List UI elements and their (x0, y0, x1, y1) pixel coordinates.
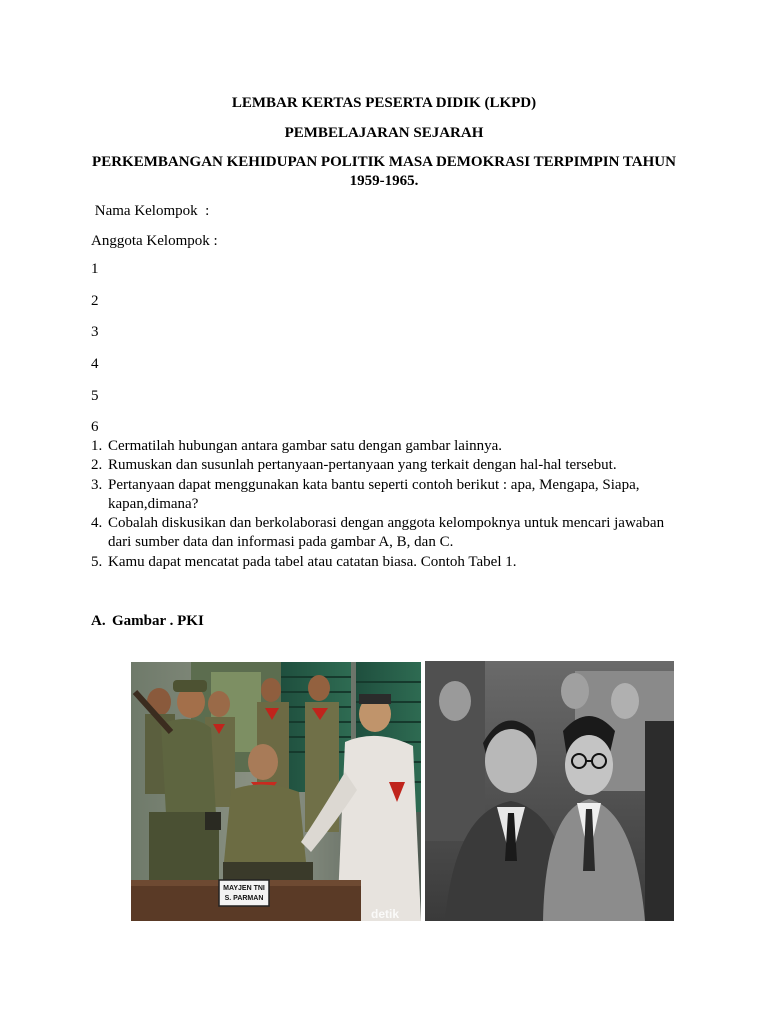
members-list (91, 258, 99, 448)
instruction-text: Rumuskan dan susunlah pertanyaan-pertanyaan yang terkait dengan hal-hal tersebut. (108, 457, 617, 474)
bw-meeting-illustration (425, 661, 674, 921)
group-name-label: Nama Kelompok : (91, 203, 210, 219)
diorama-illustration (131, 662, 421, 921)
instruction-text: Kamu dapat mencatat pada tabel atau catatan biasa. Contoh Tabel 1. (108, 553, 517, 570)
instruction-item (91, 456, 691, 475)
section-a-heading (91, 612, 204, 631)
instruction-text: Cermatilah hubungan antara gambar satu dengan gambar lainnya. (108, 438, 503, 454)
instruction-item (91, 437, 691, 456)
member-number: 3 (91, 324, 99, 341)
document-topic (0, 153, 768, 191)
photo-bw-meeting (425, 661, 674, 921)
instruction-number: 4. (91, 515, 103, 532)
instruction-number: 3. (91, 476, 103, 493)
instruction-number: 5. (91, 553, 103, 570)
instruction-item (91, 514, 691, 553)
section-title: Gambar . PKI (112, 613, 204, 629)
topic-line-2: 1959-1965. (349, 173, 419, 189)
watermark: detik (371, 907, 400, 921)
section-letter: A. (91, 613, 106, 629)
member-number: 4 (91, 356, 99, 373)
topic-line-1: PERKEMBANGAN KEHIDUPAN POLITIK MASA DEMOKRASI TERPIMPIN TAHUN (92, 154, 676, 170)
plaque-line-1: MAYJEN TNI (223, 885, 265, 892)
instruction-text: Cobalah diskusikan dan berkolaborasi dengan anggota kelompoknya untuk mencari jawaban dari sumber data dan informasi pada gambar A, B, dan C. (108, 515, 665, 551)
document-subtitle: PEMBELAJARAN SEJARAH (284, 125, 484, 141)
photo-diorama (131, 662, 421, 921)
member-number: 2 (91, 292, 99, 309)
members-label: Anggota Kelompok : (91, 233, 218, 249)
instruction-number: 1. (91, 438, 103, 454)
member-number: 5 (91, 387, 99, 404)
plaque-line-2: S. PARMAN (224, 895, 264, 902)
member-number: 6 (91, 419, 99, 436)
instruction-item (91, 553, 691, 572)
member-number: 1 (91, 261, 99, 277)
instruction-item (91, 476, 691, 515)
instructions-list (91, 437, 691, 572)
instruction-text: Pertanyaan dapat menggunakan kata bantu seperti contoh berikut : apa, Mengapa, Siapa, kapan,dimana? (108, 476, 640, 512)
instruction-number: 2. (91, 457, 103, 474)
document-title: LEMBAR KERTAS PESERTA DIDIK (LKPD) (231, 95, 537, 111)
